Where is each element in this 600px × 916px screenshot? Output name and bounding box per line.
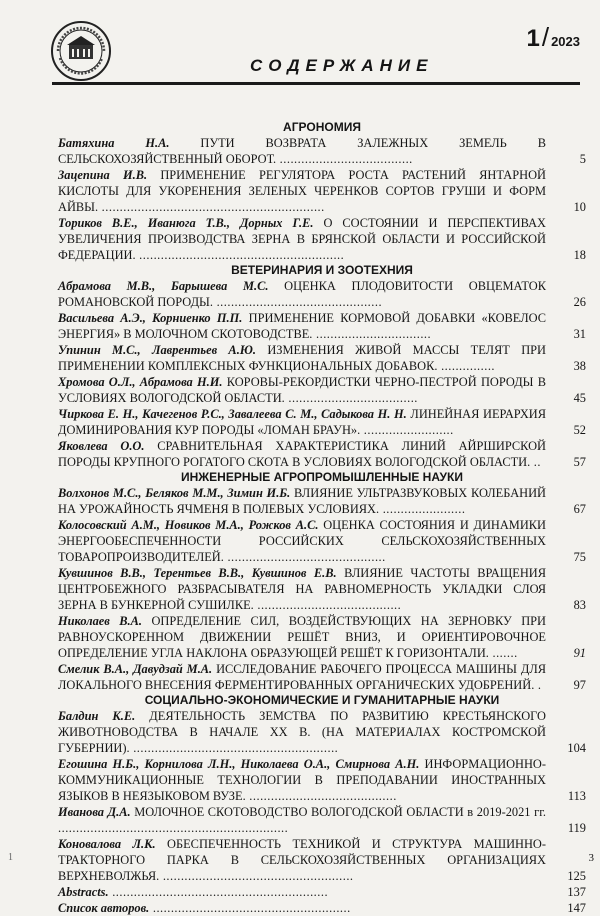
toc-entry-title: ИССЛЕДОВАНИЕ РАБОЧЕГО ПРОЦЕССА МАШИНЫ ДЛЯ ЛОКАЛЬНОГО ВНЕСЕНИЯ ФЕРМЕНТИРОВАННЫХ ОРГАНИЧЕСКИХ УДОБРЕНИЙ. <box>58 662 546 692</box>
toc-entry-title: СРАВНИТЕЛЬНАЯ ХАРАКТЕРИСТИКА ЛИНИЙ АЙРШИРСКОЙ ПОРОДЫ КРУПНОГО РОГАТОГО СКОТА В УСЛОВИЯХ ВОЛОГОДСКОЙ ОБЛАСТИ. <box>58 439 546 469</box>
toc-entry-text <box>58 310 546 342</box>
toc-entry-text <box>58 661 546 693</box>
dot-leader: ................................................................ <box>58 821 289 835</box>
dot-leader: ......................................................... <box>135 248 345 262</box>
dot-leader: ..................................... <box>276 152 413 166</box>
dot-leader: ......................... <box>360 423 454 437</box>
toc-entry[interactable] <box>58 900 586 916</box>
toc-entry-title: ИЗМЕНЕНИЯ ЖИВОЙ МАССЫ ТЕЛЯТ ПРИ ПРИМЕНЕНИИ КОМПЛЕКСНЫХ ФУНКЦИОНАЛЬНЫХ ДОБАВОК. <box>58 343 546 373</box>
dot-leader: .............................................. <box>212 295 383 309</box>
toc-entry-text <box>58 485 546 517</box>
table-of-contents <box>58 120 586 916</box>
dot-leader: ....................... <box>379 502 466 516</box>
toc-entry-page: 113 <box>567 789 586 803</box>
toc-entry-page: 18 <box>573 248 586 262</box>
toc-entry-text <box>58 900 546 916</box>
toc-entry-text <box>58 342 546 374</box>
toc-entry-page: 137 <box>567 885 586 899</box>
dot-leader: ............................................ <box>223 550 386 564</box>
toc-entry[interactable] <box>58 310 586 342</box>
toc-entry-authors: Список авторов. <box>58 901 150 915</box>
toc-entry-text <box>58 613 546 661</box>
section-title: АГРОНОМИЯ <box>283 120 361 134</box>
toc-entry-authors: Колосовский А.М., Новиков М.А., Рожков А.С. <box>58 518 319 532</box>
toc-entry-page: 10 <box>573 200 586 214</box>
toc-entry-authors: Егошина Н.Б., Корнилова Л.Н., Николаева О.А., Смирнова А.Н. <box>58 757 420 771</box>
toc-entry-page: 125 <box>567 869 586 883</box>
toc-entry[interactable] <box>58 438 586 470</box>
toc-entry-title: ЛИНЕЙНАЯ ИЕРАРХИЯ ДОМИНИРОВАНИЯ КУР ПОРОДЫ «ЛОМАН БРАУН». <box>58 407 546 437</box>
toc-entry-authors: Упинин М.С., Лаврентьев А.Ю. <box>58 343 256 357</box>
toc-entry-title: ПРИМЕНЕНИЕ КОРМОВОЙ ДОБАВКИ «КОВЕЛОС ЭНЕРГИЯ» В МОЛОЧНОМ СКОТОВОДСТВЕ. <box>58 311 546 341</box>
header-rule <box>52 82 580 85</box>
toc-entry-page: 45 <box>573 391 586 405</box>
toc-entry-authors: Чиркова Е. Н., Качегенов Р.С., Завалеева С. М., Садыкова Н. Н. <box>58 407 407 421</box>
dot-leader: ......................................... <box>245 789 397 803</box>
toc-entry-title: О СОСТОЯНИИ И ПЕРСПЕКТИВАХ УВЕЛИЧЕНИЯ ПРОИЗВОДСТВА ЗЕРНА В БРЯНСКОЙ ОБЛАСТИ И РОССИЙСКОЙ ФЕДЕРАЦИИ. <box>58 216 546 262</box>
toc-entry-page: 97 <box>573 678 586 692</box>
toc-entry-authors: Яковлева О.О. <box>58 439 145 453</box>
toc-entry[interactable] <box>58 374 586 406</box>
toc-entry-title: ВЛИЯНИЕ ЧАСТОТЫ ВРАЩЕНИЯ ЦЕНТРОБЕЖНОГО РАЗБРАСЫВАТЕЛЯ НА РАВНОМЕРНОСТЬ УКЛАДКИ СЛОЯ ЗЕРНА В БУНКЕРНОЙ СУШИЛКЕ. <box>58 566 546 612</box>
toc-entry-page: 91 <box>573 646 586 660</box>
toc-entry-text <box>58 836 546 884</box>
toc-entry[interactable] <box>58 836 586 884</box>
section-title: СОЦИАЛЬНО-ЭКОНОМИЧЕСКИЕ И ГУМАНИТАРНЫЕ НАУКИ <box>144 693 500 707</box>
toc-entry[interactable] <box>58 708 586 756</box>
dot-leader: ........................................ <box>253 598 402 612</box>
toc-entry-authors: Хромова О.Л., Абрамова Н.И. <box>58 375 223 389</box>
toc-entry-authors: Батяхина Н.А. <box>58 136 170 150</box>
toc-entry-authors: Abstracts. <box>58 885 109 899</box>
dot-leader: .. <box>530 455 541 469</box>
toc-entry-title: ВЛИЯНИЕ УЛЬТРАЗВУКОВЫХ КОЛЕБАНИЙ НА УРОЖАЙНОСТЬ ЯЧМЕНЯ В ПОЛЕВЫХ УСЛОВИЯХ. <box>58 486 546 516</box>
margin-mark: 1 <box>8 852 13 863</box>
toc-entry-text <box>58 884 546 900</box>
dot-leader: ............................................................ <box>108 885 329 899</box>
toc-entry-page: 31 <box>573 327 586 341</box>
toc-entry-page: 104 <box>567 741 586 755</box>
section-title: ИНЖЕНЕРНЫЕ АГРОПРОМЫШЛЕННЫЕ НАУКИ <box>181 470 463 484</box>
toc-entry-authors: Иванова Д.А. <box>58 805 131 819</box>
toc-entry-page: 83 <box>573 598 586 612</box>
toc-entry-authors: Балдин К.Е. <box>58 709 136 723</box>
toc-entry-title: ОЦЕНКА СОСТОЯНИЯ И ДИНАМИКИ ЭНЕРГООБЕСПЕЧЕННОСТИ РОССИЙСКИХ СЕЛЬСКОХОЗЯЙСТВЕННЫХ ТОВАРОПРОИЗВОДИТЕЛЕЙ. <box>58 518 546 564</box>
toc-entry[interactable] <box>58 167 586 215</box>
toc-entry-page: 147 <box>567 901 586 915</box>
toc-entry-title: ОБЕСПЕЧЕННОСТЬ ТЕХНИКОЙ И СТРУКТУРА МАШИННО-ТРАКТОРНОГО ПАРКА В СЕЛЬСКОХОЗЯЙСТВЕННЫХ ОРГАНИЗАЦИЯХ ВЕРХНЕВОЛЖЬЯ. <box>58 837 546 883</box>
dot-leader: .............................................................. <box>98 200 325 214</box>
toc-entry-authors: Зацепина И.В. <box>58 168 148 182</box>
toc-entry-page: 52 <box>573 423 586 437</box>
issue-number-value: 1 <box>526 25 540 52</box>
toc-entry[interactable] <box>58 278 586 310</box>
page-number: 3 <box>588 852 594 864</box>
toc-entry-authors: Кувшинов В.В., Терентьев В.В., Кувшинов Е.В. <box>58 566 337 580</box>
toc-entry[interactable] <box>58 613 586 661</box>
toc-entry[interactable] <box>58 661 586 693</box>
toc-entry[interactable] <box>58 406 586 438</box>
toc-entry[interactable] <box>58 565 586 613</box>
toc-entry-text <box>58 438 546 470</box>
toc-entry-title: МОЛОЧНОЕ СКОТОВОДСТВО ВОЛОГОДСКОЙ ОБЛАСТИ в 2019-2021 гг. <box>134 805 546 819</box>
toc-entry[interactable] <box>58 884 586 900</box>
toc-entry-title: ОПРЕДЕЛЕНИЕ СИЛ, ВОЗДЕЙСТВУЮЩИХ НА ЗЕРНОВКУ ПРИ РАВНОУСКОРЕННОМ ДВИЖЕНИИ РЕШЁТ ВНИЗ, И ОРИЕНТИРОВОЧНОЕ ОПРЕДЕЛЕНИЕ УГЛА НАКЛОНА ОБРАЗУЮЩЕЙ РЕШЁТ К ГОРИЗОНТАЛИ. <box>58 614 546 660</box>
dot-leader: ..................................................... <box>159 869 354 883</box>
toc-entry[interactable] <box>58 342 586 374</box>
toc-entry-authors: Николаев В.А. <box>58 614 142 628</box>
toc-entry-authors: Волхонов М.С., Беляков М.М., Зимин И.Б. <box>58 486 291 500</box>
toc-entry[interactable] <box>58 804 586 836</box>
dot-leader: ....................................................... <box>149 901 351 915</box>
toc-entry-authors: Абрамова М.В., Барышева М.С. <box>58 279 269 293</box>
toc-entry-authors: Коновалова Л.К. <box>58 837 156 851</box>
toc-entry-page: 57 <box>573 455 586 469</box>
issue-number: 1/ 2023 <box>526 22 580 52</box>
toc-entry-title: ИНФОРМАЦИОННО-КОММУНИКАЦИОННЫЕ ТЕХНОЛОГИИ В ПРЕПОДАВАНИИ ИНОСТРАННЫХ ЯЗЫКОВ В НЕЯЗЫКОВОМ ВУЗЕ. <box>58 757 546 803</box>
toc-entry-text <box>58 374 546 406</box>
toc-entry-text <box>58 565 546 613</box>
toc-entry-text <box>58 278 546 310</box>
toc-entry-page: 67 <box>573 502 586 516</box>
toc-entry-title: КОРОВЫ-РЕКОРДИСТКИ ЧЕРНО-ПЕСТРОЙ ПОРОДЫ В УСЛОВИЯХ ВОЛОГОДСКОЙ ОБЛАСТИ. <box>58 375 546 405</box>
toc-entry-title: ОЦЕНКА ПЛОДОВИТОСТИ ОВЦЕМАТОК РОМАНОВСКОЙ ПОРОДЫ. <box>58 279 546 309</box>
toc-entry-page: 26 <box>573 295 586 309</box>
toc-entry-text <box>58 406 546 438</box>
toc-entry-authors: Ториков В.Е., Иванюга Т.В., Дорных Г.Е. <box>58 216 314 230</box>
contents-title: СОДЕРЖАНИЕ <box>250 56 434 75</box>
toc-entry-text <box>58 215 546 263</box>
section-title: ВЕТЕРИНАРИЯ И ЗООТЕХНИЯ <box>231 263 413 277</box>
dot-leader: ................................ <box>312 327 432 341</box>
toc-entry-page: 38 <box>573 359 586 373</box>
dot-leader: .................................... <box>284 391 418 405</box>
toc-entry-text <box>58 517 546 565</box>
toc-entry-page: 75 <box>573 550 586 564</box>
toc-entry-text <box>58 135 546 167</box>
toc-entry-title: ПРИМЕНЕНИЕ РЕГУЛЯТОРА РОСТА РАСТЕНИЙ ЯНТАРНОЙ КИСЛОТЫ ДЛЯ УКОРЕНЕНИЯ ЗЕЛЕНЫХ ЧЕРЕНКОВ СОРТОВ ГРУШИ И ФОРМ АЙВЫ. <box>58 168 546 214</box>
toc-entry-page: 119 <box>567 821 586 835</box>
toc-entry[interactable] <box>58 485 586 517</box>
dot-leader: ......................................................... <box>129 741 339 755</box>
academy-seal-logo <box>50 20 112 82</box>
toc-entry-text <box>58 804 546 836</box>
toc-entry-text <box>58 756 546 804</box>
dot-leader: . <box>534 678 542 692</box>
toc-entry-authors: Смелик В.А., Давудзай М.А. <box>58 662 213 676</box>
toc-entry-title: ДЕЯТЕЛЬНОСТЬ ЗЕМСТВА ПО РАЗВИТИЮ КРЕСТЬЯНСКОГО ЖИВОТНОВОДСТВА В НАЧАЛЕ XX В. (НА МАТЕРИАЛАХ КОСТРОМСКОЙ ГУБЕРНИИ). <box>58 709 546 755</box>
toc-entry[interactable] <box>58 135 586 167</box>
toc-entry[interactable] <box>58 756 586 804</box>
toc-entry-authors: Васильева А.Э., Корниенко П.П. <box>58 311 243 325</box>
toc-entry[interactable] <box>58 517 586 565</box>
toc-entry-title: ПУТИ ВОЗВРАТА ЗАЛЕЖНЫХ ЗЕМЕЛЬ В СЕЛЬСКОХОЗЯЙСТВЕННЫЙ ОБОРОТ. <box>58 136 546 166</box>
toc-entry-text <box>58 167 546 215</box>
dot-leader: ....... <box>488 646 518 660</box>
dot-leader: ............... <box>437 359 496 373</box>
toc-entry-text <box>58 708 546 756</box>
toc-entry[interactable] <box>58 215 586 263</box>
issue-year: 2023 <box>551 34 580 49</box>
toc-entry-page: 5 <box>579 152 586 166</box>
